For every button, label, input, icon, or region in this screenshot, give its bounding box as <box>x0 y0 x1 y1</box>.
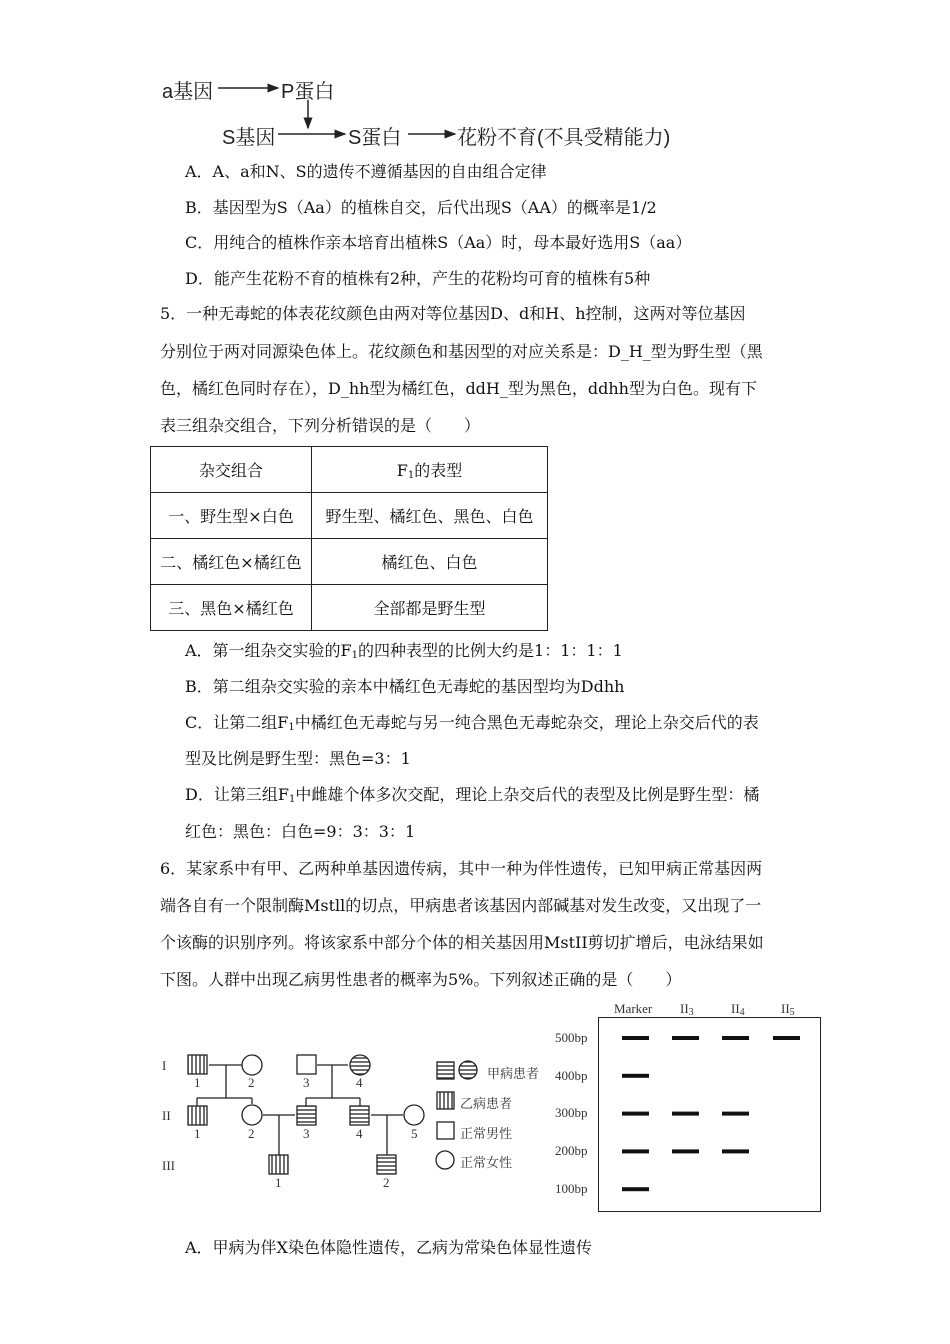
pedigree-num: 2 <box>383 1175 390 1190</box>
gel-bp-label: 300bp <box>555 1105 588 1120</box>
gel-header-marker: Marker <box>614 1001 653 1016</box>
legend-affected-a-male-icon <box>437 1062 454 1079</box>
q6-stem-line-1: 6．某家系中有甲、乙两种单基因遗传病，其中一种为伴性遗传，已知甲病正常基因两 <box>160 859 763 878</box>
gel-band-II4-500 <box>722 1036 749 1040</box>
f1-cell: 橘红色、白色 <box>312 539 548 585</box>
q5-option-b: B．第二组杂交实验的亲本中橘红色无毒蛇的基因型均为Ddhh <box>185 677 625 696</box>
q5-stem-line-1: 5．一种无毒蛇的体表花纹颜色由两对等位基因D、d和H、h控制，这两对等位基因 <box>160 304 746 323</box>
q5-option-a: A．第一组杂交实验的F1的四种表型的比例大约是1：1：1：1 <box>185 641 623 661</box>
pedigree-num: 4 <box>356 1075 363 1090</box>
q4-option-a: A．A、a和N、S的遗传不遵循基因的自由组合定律 <box>185 162 547 181</box>
q5-stem-line-3: 色，橘红色同时存在），D_hh型为橘红色，ddH_型为黑色，ddhh型为白色。现有下 <box>160 379 757 398</box>
legend-normal-female-label: 正常女性 <box>460 1155 513 1170</box>
pedigree-II2-female-normal <box>242 1105 262 1125</box>
gel-bp-label: 500bp <box>555 1030 588 1045</box>
legend-affected-b-icon <box>437 1092 454 1109</box>
gel-lane-label-II4: II4 <box>731 1001 745 1018</box>
gel-band-II3-200 <box>672 1149 699 1153</box>
s-protein-label: S蛋白 <box>348 127 402 149</box>
legend-affected-a-female-icon <box>459 1061 477 1079</box>
pedigree-num: 4 <box>356 1126 363 1141</box>
gel-band-marker-300 <box>622 1112 649 1116</box>
gen-label-II: II <box>162 1108 171 1123</box>
gen-label-III: III <box>162 1158 175 1173</box>
p-protein-label: P蛋白 <box>281 81 335 103</box>
gel-band-II4-200 <box>722 1149 749 1153</box>
q5-option-d-cont: 红色：黑色：白色=9：3：3：1 <box>185 822 416 841</box>
pedigree-I4-female-affected-a <box>350 1055 370 1075</box>
pedigree-num: 2 <box>248 1075 255 1090</box>
gel-lane-label-II5: II5 <box>781 1001 795 1018</box>
pedigree-num: 1 <box>194 1075 201 1090</box>
q6-stem-line-2: 端各自有一个限制酶Mstll的切点，甲病患者该基因内部碱基对发生改变，又出现了一 <box>160 896 762 915</box>
pedigree-num: 3 <box>303 1126 310 1141</box>
gel-band-marker-400 <box>622 1074 649 1078</box>
gel-lane-label-II3: II3 <box>680 1001 694 1018</box>
gel-band-marker-200 <box>622 1149 649 1153</box>
pedigree-num: 2 <box>248 1126 255 1141</box>
pedigree-II4-male-affected-a <box>350 1106 369 1125</box>
cross-cell: 三、黑色×橘红色 <box>151 585 312 631</box>
q4-option-b: B．基因型为S（Aa）的植株自交，后代出现S（AA）的概率是1/2 <box>185 198 657 217</box>
cross-table <box>150 446 548 631</box>
gel-bp-label: 200bp <box>555 1143 588 1158</box>
gel-bp-label: 100bp <box>555 1181 588 1196</box>
header-f1: F1的表型 <box>312 447 548 493</box>
pedigree-I2-female-normal <box>242 1055 262 1075</box>
legend-affected-a-label: 甲病患者 <box>487 1066 540 1081</box>
table-header-row <box>151 447 548 493</box>
gel-band-II3-300 <box>672 1112 699 1116</box>
pedigree-II3-male-affected-a <box>297 1106 316 1125</box>
gel-bp-label: 400bp <box>555 1068 588 1083</box>
legend-normal-male-label: 正常男性 <box>460 1126 513 1141</box>
pedigree-I3-male-normal <box>297 1055 316 1074</box>
pedigree-II1-male-affected-b <box>188 1106 207 1125</box>
gel-band-marker-100 <box>622 1187 649 1191</box>
pedigree-III1-male-affected-b <box>269 1155 288 1174</box>
q6-stem-line-3: 个该酶的识别序列。将该家系中部分个体的相关基因用MstII剪切扩增后，电泳结果如 <box>160 933 764 952</box>
header-cross: 杂交组合 <box>151 447 312 493</box>
gel-band-II3-500 <box>672 1036 699 1040</box>
q5-stem-line-2: 分别位于两对同源染色体上。花纹颜色和基因型的对应关系是：D_H_型为野生型（黑 <box>160 342 763 361</box>
gen-label-I: I <box>162 1058 167 1073</box>
cross-cell: 一、野生型×白色 <box>151 493 312 539</box>
a-gene-label: a基因 <box>162 81 214 103</box>
pedigree-num: 1 <box>194 1126 201 1141</box>
q6-stem-line-4: 下图。人群中出现乙病男性患者的概率为5%。下列叙述正确的是（ ） <box>160 970 682 989</box>
q5-stem-line-4: 表三组杂交组合，下列分析错误的是（ ） <box>160 416 481 435</box>
s-gene-label: S基因 <box>222 127 276 149</box>
gel-band-II5-500 <box>773 1036 800 1040</box>
sterile-result-label: 花粉不育(不具受精能力) <box>457 127 671 149</box>
gel-bands <box>598 1017 820 1212</box>
q5-option-c-cont: 型及比例是野生型：黑色=3：1 <box>185 749 411 768</box>
pedigree-num: 1 <box>275 1175 282 1190</box>
pedigree-I1-male-affected-b <box>188 1055 207 1074</box>
legend-normal-male-icon <box>437 1122 454 1139</box>
legend-normal-female-icon <box>436 1151 454 1169</box>
table-row <box>151 539 548 585</box>
q4-option-d: D．能产生花粉不育的植株有2种，产生的花粉均可育的植株有5种 <box>185 269 651 288</box>
pedigree-III2-male-affected-a <box>377 1155 396 1174</box>
pathway-arrows <box>0 0 700 160</box>
pedigree-num: 5 <box>411 1126 418 1141</box>
q6-option-a: A．甲病为伴X染色体隐性遗传，乙病为常染色体显性遗传 <box>185 1238 592 1257</box>
legend-affected-b-label: 乙病患者 <box>460 1096 513 1111</box>
table-row <box>151 585 548 631</box>
table-row <box>151 493 548 539</box>
pedigree-II5-female-normal <box>404 1105 424 1125</box>
pedigree-num: 3 <box>303 1075 310 1090</box>
f1-cell: 野生型、橘红色、黑色、白色 <box>312 493 548 539</box>
f1-cell: 全部都是野生型 <box>312 585 548 631</box>
cross-cell: 二、橘红色×橘红色 <box>151 539 312 585</box>
q5-option-d: D．让第三组F1中雌雄个体多次交配，理论上杂交后代的表型及比例是野生型：橘 <box>185 785 760 805</box>
gel-band-marker-500 <box>622 1036 649 1040</box>
q4-option-c: C．用纯合的植株作亲本培育出植株S（Aa）时，母本最好选用S（aa） <box>185 233 692 252</box>
gel-band-II4-300 <box>722 1112 749 1116</box>
q5-option-c: C．让第二组F1中橘红色无毒蛇与另一纯合黑色无毒蛇杂交，理论上杂交后代的表 <box>185 713 759 733</box>
